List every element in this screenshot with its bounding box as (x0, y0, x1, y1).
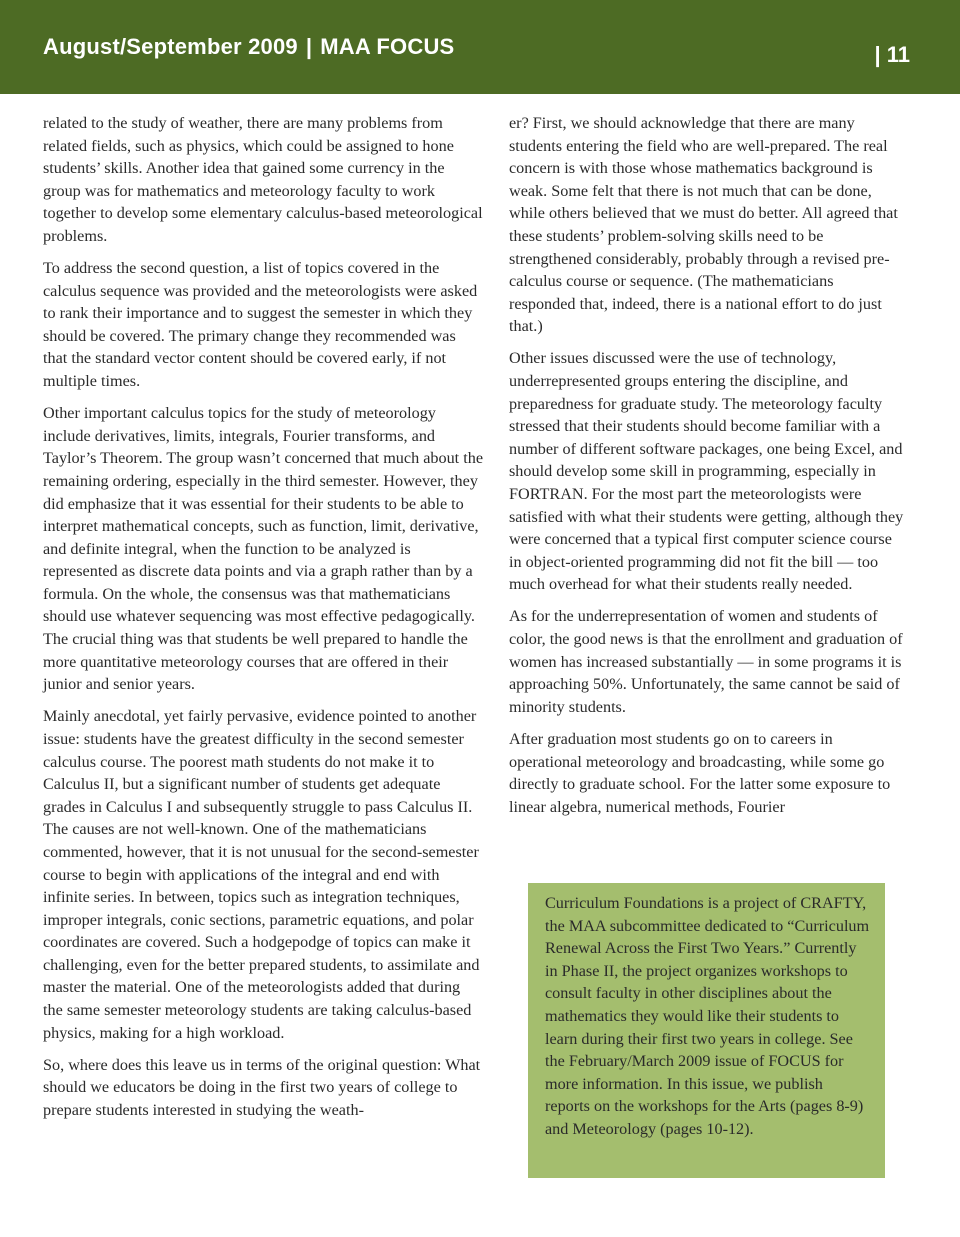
issue-date: August/September 2009 (43, 34, 298, 59)
paragraph: After graduation most students go on to careers in operational meteorology and broadcasting, while some go directly to graduate school. For the latter some exposure to linear algebra, numerical methods, Fourier (509, 729, 891, 816)
header-title (43, 34, 454, 60)
paragraph: To address the second question, a list of topics covered in the calculus sequence was provided and the meteorologists were asked to rank their importance and to suggest the semester in which they should be covered. The primary change they recommended was that the standard vector content should be covered early, if not multiple times. (43, 259, 478, 391)
left-column (43, 112, 483, 1131)
paragraph: Mainly anecdotal, yet fairly pervasive, evidence pointed to another issue: students have the greatest difficulty in the second semester calculus course. The poorest math students do not make it to Calculus II, but a significant number of students get adequate grades in Calculus I and subsequently struggle to pass Calculus II. The causes are not well-known. One of the mathematicians commented, however, that it is not unusual for the second-semester course to begin with applications of the integral and end with infinite series. In between, topics such as integration techniques, improper integrals, conic sections, parametric equations, and polar coordinates are covered. Such a hodgepodge of topics can make it challenging, even for the better prepared students, to assimilate and master the material. One of the meteorologists added that during the same semester meteorology students are taking calculus-based physics, making for a high workload. (43, 707, 480, 1042)
paragraph: So, where does this leave us in terms of the original question: What should we educators be doing in the first two years of college to prepare students interested in studying the weath- (43, 1055, 481, 1119)
header-separator: | (305, 34, 313, 59)
paragraph: er? First, we should acknowledge that there are many students entering the field who are well-prepared. The real concern is with those whose mathematics background is weak. Some felt that there is not much that can be done, while others believed that we must do better. All agreed that these students’ problem-solving skills need to be strengthened considerably, probably through a revised pre-calculus course or sequence. (The mathematicians responded that, indeed, there is a national effort to do just that.) (509, 114, 898, 336)
paragraph: As for the underrepresentation of women and students of color, the good news is that the enrollment and graduation of women has increased substantially — in some programs it is approaching 50%. Unfortunately, the same cannot be said of minority students. (509, 607, 903, 716)
paragraph: Other issues discussed were the use of technology, underrepresented groups entering the discipline, and preparedness for graduate study. The meteorology faculty stressed that their students should become familiar with a number of different software packages, one being Excel, and should develop some skill in programming, especially in FORTRAN. For the most part the meteorologists were satisfied with what their students were getting, although they were concerned that a typical first computer science course in object-oriented programming did not fit the bill — too much overhead for what their students really needed. (509, 349, 904, 594)
right-column (509, 112, 904, 828)
publication-name: MAA FOCUS (320, 34, 455, 59)
sidebar-text: Curriculum Foundations is a project of CRAFTY, the MAA subcommittee dedicated to “Curriculum Renewal Across the First Two Years.” Currently in Phase II, the project organizes workshops to consult faculty in other disciplines about the mathematics they would like their students to learn during their first two years in college. See the February/March 2009 issue of FOCUS for more information. In this issue, we publish reports on the workshops for the Arts (pages 8-9) and Meteorology (pages 10-12). (545, 894, 870, 1138)
paragraph: Other important calculus topics for the study of meteorology include derivatives, limits, integrals, Fourier transforms, and Taylor’s Theorem. The group wasn’t concerned that much about the remaining ordering, especially in the third semester. However, they did emphasize that it was essential for their students to be able to interpret mathematical concepts, such as function, limit, derivative, and definite integral, when the function to be analyzed is represented as discrete data points and via a graph rather than by a formula. On the whole, the consensus was that mathematicians should use whatever sequencing was most effective pedagogically. The crucial thing was that students be well prepared to handle the more quantitative meteorology courses that are offered in their junior and senior years. (43, 404, 484, 694)
paragraph: related to the study of weather, there are many problems from related fields, such as physics, which could be assigned to hone students’ skills. Another idea that gained some currency in the group was for mathematics and meteorology faculty to work together to develop some elementary calculus-based meteorological problems. (43, 114, 483, 245)
page-number: | 11 (874, 42, 910, 67)
page-header (0, 0, 960, 94)
curriculum-foundations-sidebar (528, 883, 885, 1178)
